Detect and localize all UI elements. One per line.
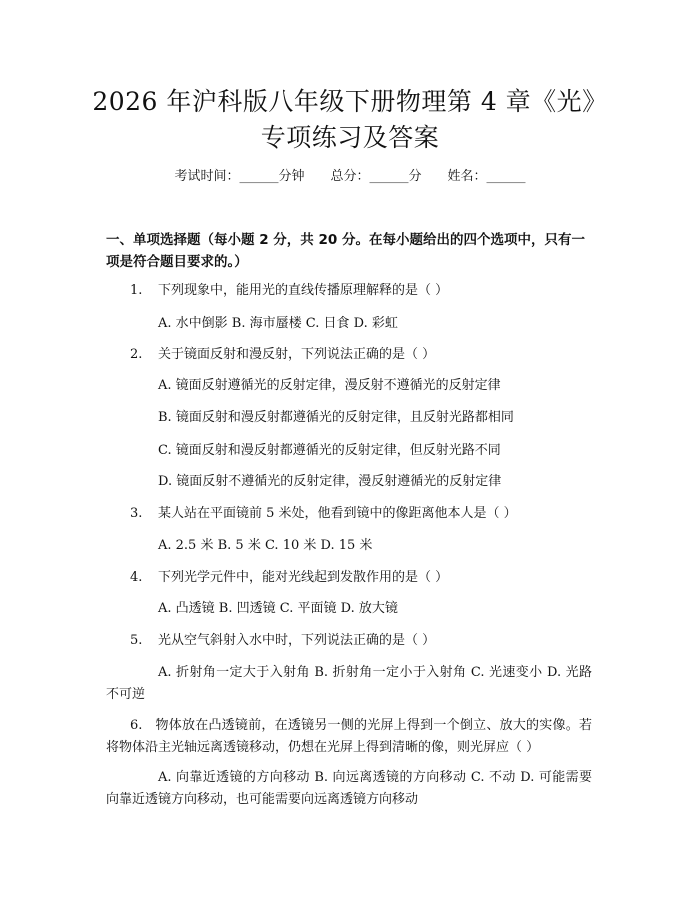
question-2-option-a: A. 镜面反射遵循光的反射定律，漫反射不遵循光的反射定律	[158, 378, 501, 393]
question-text: 某人站在平面镜前 5 米处，他看到镜中的像距离他本人是（ ）	[158, 506, 517, 521]
document-title-line1: 2026 年沪科版八年级下册物理第 4 章《光》	[92, 87, 608, 116]
section-heading: 一、单项选择题（每小题 2 分，共 20 分。在每小题给出的四个选项中，只有一项是符合题目要求的。）	[106, 232, 585, 270]
exam-time-field: 考试时间：______分钟	[174, 169, 305, 184]
question-2-option-c: C. 镜面反射和漫反射都遵循光的反射定律，但反射光路不同	[158, 443, 501, 458]
question-number: 1.	[130, 283, 143, 298]
question-1-options: A. 水中倒影 B. 海市蜃楼 C. 日食 D. 彩虹	[158, 316, 398, 331]
question-number: 5.	[130, 633, 143, 648]
question-3-options: A. 2.5 米 B. 5 米 C. 10 米 D. 15 米	[158, 538, 373, 553]
question-6	[106, 715, 592, 759]
question-text: 下列光学元件中，能对光线起到发散作用的是（ ）	[158, 570, 449, 585]
question-number: 6.	[130, 718, 143, 733]
question-text: 光从空气斜射入水中时，下列说法正确的是（ ）	[158, 633, 436, 648]
question-number: 3.	[130, 506, 143, 521]
exam-name-field: 姓名：______	[447, 169, 526, 184]
question-2-option-b: B. 镜面反射和漫反射都遵循光的反射定律，且反射光路都相同	[158, 410, 514, 425]
question-2-option-d: D. 镜面反射不遵循光的反射定律，漫反射遵循光的反射定律	[158, 474, 502, 489]
question-text: 物体放在凸透镜前，在透镜另一侧的光屏上得到一个倒立、放大的实像。若将物体沿主光轴远离透镜移动，仍想在光屏上得到清晰的像，则光屏应（ ）	[106, 718, 592, 755]
question-5-options: A. 折射角一定大于入射角 B. 折射角一定小于入射角 C. 光速变小 D. 光路不可逆	[106, 665, 592, 702]
question-6-options: A. 向靠近透镜的方向移动 B. 向远离透镜的方向移动 C. 不动 D. 可能需要向靠近透镜方向移动，也可能需要向远离透镜方向移动	[106, 770, 592, 807]
question-number: 2.	[130, 347, 143, 362]
question-4-options: A. 凸透镜 B. 凹透镜 C. 平面镜 D. 放大镜	[158, 601, 398, 616]
question-text: 下列现象中，能用光的直线传播原理解释的是（ ）	[158, 283, 449, 298]
exam-score-field: 总分：______分	[330, 169, 422, 184]
document-title-line2: 专项练习及答案	[260, 123, 440, 152]
exam-info-row	[0, 168, 700, 186]
question-number: 4.	[130, 570, 143, 585]
question-text: 关于镜面反射和漫反射，下列说法正确的是（ ）	[158, 347, 436, 362]
